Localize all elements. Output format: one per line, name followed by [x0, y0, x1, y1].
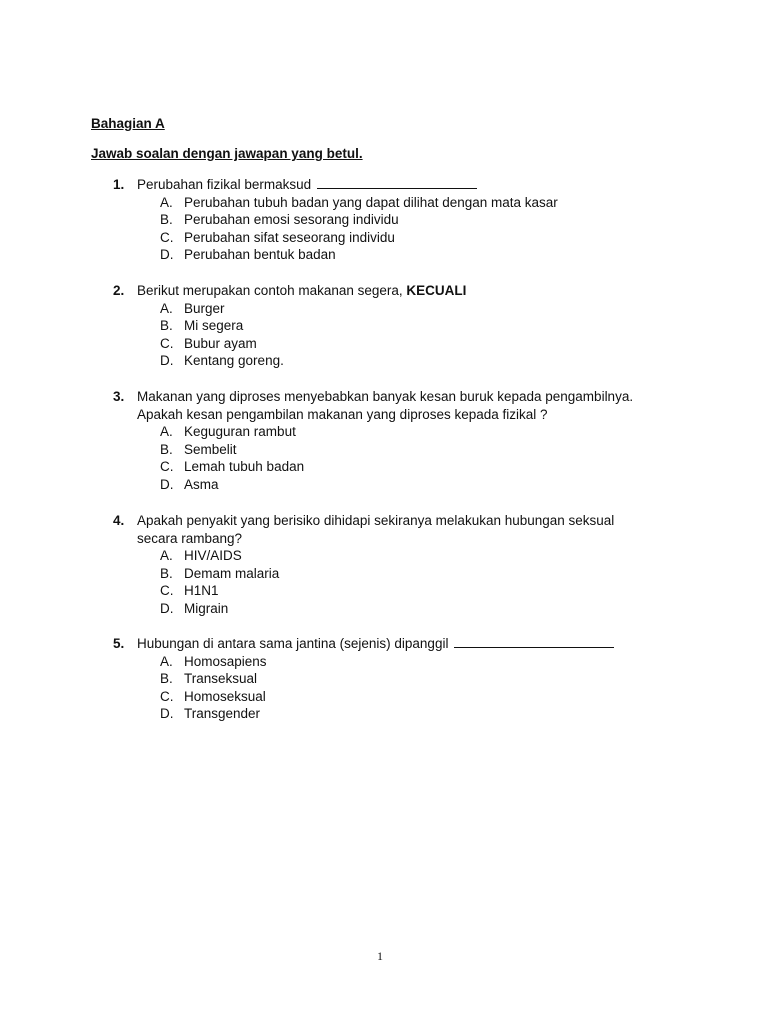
option-item	[160, 300, 693, 318]
question-text	[137, 388, 693, 423]
question-number: 2.	[113, 283, 125, 298]
option-item	[160, 246, 693, 264]
option-list	[160, 653, 693, 723]
option-letter: A.	[160, 424, 173, 440]
question-text-line	[137, 512, 693, 530]
option-item	[160, 705, 693, 723]
option-letter: D.	[160, 600, 174, 616]
option-list	[160, 547, 693, 617]
question-text-line	[137, 406, 693, 424]
option-letter: D.	[160, 706, 174, 722]
option-item	[160, 688, 693, 706]
option-letter: D.	[160, 247, 174, 263]
option-item	[160, 211, 693, 229]
question-line-text: Berikut merupakan contoh makanan segera,	[137, 283, 407, 298]
option-text: HIV/AIDS	[184, 548, 242, 564]
question-text	[137, 176, 693, 194]
question-item	[113, 388, 693, 494]
option-text: Keguguran rambut	[184, 424, 296, 440]
option-text: Asma	[184, 476, 219, 492]
option-item	[160, 441, 693, 459]
option-item	[160, 565, 693, 583]
option-item	[160, 194, 693, 212]
option-list	[160, 300, 693, 370]
option-text: Homosapiens	[184, 653, 267, 669]
question-line-text: Apakah penyakit yang berisiko dihidapi sekiranya melakukan hubungan seksual	[137, 513, 615, 528]
option-text: Perubahan bentuk badan	[184, 247, 336, 263]
option-text: Demam malaria	[184, 565, 280, 581]
option-letter: A.	[160, 548, 173, 564]
page-number: 1	[377, 949, 383, 963]
answer-blank[interactable]	[317, 176, 477, 189]
question-text-line	[137, 530, 693, 548]
option-text: Homoseksual	[184, 688, 266, 704]
option-item	[160, 476, 693, 494]
option-item	[160, 317, 693, 335]
option-letter: D.	[160, 353, 174, 369]
answer-blank[interactable]	[454, 635, 614, 648]
option-item	[160, 352, 693, 370]
question-line-text: Apakah kesan pengambilan makanan yang diproses kepada fizikal ?	[137, 406, 548, 422]
question-text	[137, 512, 693, 547]
option-text: Sembelit	[184, 441, 237, 457]
option-text: H1N1	[184, 583, 219, 599]
option-letter: B.	[160, 441, 173, 457]
option-text: Transeksual	[184, 671, 258, 687]
option-item	[160, 670, 693, 688]
option-item	[160, 229, 693, 247]
question-number: 5.	[113, 636, 125, 651]
option-text: Mi segera	[184, 318, 244, 334]
option-text: Perubahan emosi sesorang individu	[184, 212, 399, 228]
question-text	[137, 282, 693, 300]
option-letter: A.	[160, 300, 173, 316]
option-text: Perubahan tubuh badan yang dapat dilihat dengan mata kasar	[184, 194, 558, 210]
question-item	[113, 282, 693, 370]
option-text: Burger	[184, 300, 225, 316]
instruction-text: Jawab soalan dengan jawapan yang betul.	[91, 146, 363, 161]
option-item	[160, 600, 693, 618]
option-text: Lemah tubuh badan	[184, 459, 305, 475]
option-letter: B.	[160, 565, 173, 581]
question-text-line	[137, 176, 693, 194]
option-letter: C.	[160, 459, 174, 475]
option-item	[160, 458, 693, 476]
question-line-text: secara rambang?	[137, 530, 243, 546]
question-text-line	[137, 635, 693, 653]
question-line-text: Hubungan di antara sama jantina (sejenis) dipanggil	[137, 636, 453, 651]
question-number: 4.	[113, 513, 125, 528]
question-item	[113, 176, 693, 264]
option-letter: A.	[160, 194, 173, 210]
question-text-line	[137, 282, 693, 300]
option-text: Transgender	[184, 706, 261, 722]
option-item	[160, 423, 693, 441]
section-title: Bahagian A	[91, 116, 165, 131]
option-letter: D.	[160, 476, 174, 492]
option-letter: C.	[160, 583, 174, 599]
option-letter: B.	[160, 212, 173, 228]
question-text-line	[137, 388, 693, 406]
option-item	[160, 547, 693, 565]
option-letter: A.	[160, 653, 173, 669]
option-text: Bubur ayam	[184, 335, 257, 351]
question-number: 3.	[113, 389, 125, 404]
option-letter: C.	[160, 688, 174, 704]
option-text: Perubahan sifat seseorang individu	[184, 229, 395, 245]
question-number: 1.	[113, 177, 125, 192]
question-text	[137, 635, 693, 653]
option-list	[160, 423, 693, 493]
option-item	[160, 582, 693, 600]
question-line-text: Perubahan fizikal bermaksud	[137, 177, 315, 192]
question-emphasis: KECUALI	[406, 283, 467, 298]
option-item	[160, 335, 693, 353]
question-item	[113, 512, 693, 618]
option-text: Kentang goreng.	[184, 353, 284, 369]
option-letter: C.	[160, 335, 174, 351]
option-letter: C.	[160, 229, 174, 245]
question-line-text: Makanan yang diproses menyebabkan banyak kesan buruk kepada pengambilnya.	[137, 389, 634, 404]
option-letter: B.	[160, 671, 173, 687]
option-item	[160, 653, 693, 671]
option-text: Migrain	[184, 600, 229, 616]
option-list	[160, 194, 693, 264]
question-item	[113, 635, 693, 723]
option-letter: B.	[160, 318, 173, 334]
